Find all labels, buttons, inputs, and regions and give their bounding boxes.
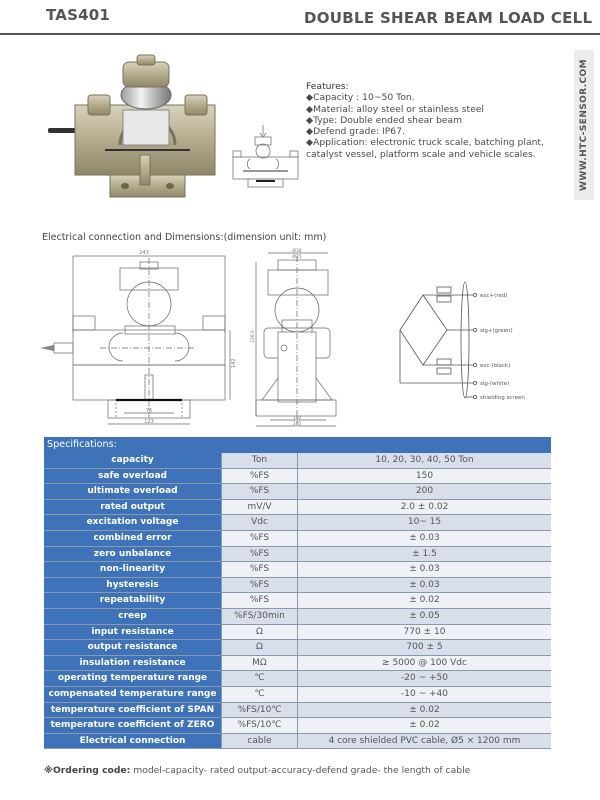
product-photo bbox=[40, 50, 225, 210]
spec-unit: Ton bbox=[222, 453, 298, 468]
feature-item: ◆Defend grade: IP67. bbox=[306, 126, 405, 138]
wire-shield: shielding screen bbox=[480, 395, 525, 401]
table-row bbox=[44, 734, 551, 750]
side-brand-banner bbox=[574, 50, 594, 200]
dim-base-inner: 76 bbox=[145, 408, 153, 414]
spec-unit: %FS bbox=[222, 562, 298, 577]
spec-parameter: temperature coefficient of ZERO bbox=[44, 718, 222, 733]
brand-url: WWW.HTC-SENSOR.COM bbox=[579, 59, 589, 191]
table-row bbox=[44, 609, 551, 625]
wheatstone-bridge bbox=[400, 295, 447, 365]
spec-value: 10~ 15 bbox=[298, 515, 551, 530]
spec-value: 770 ± 10 bbox=[298, 625, 551, 640]
front-dimension-drawing bbox=[40, 248, 240, 428]
spec-unit: MΩ bbox=[222, 656, 298, 671]
table-row bbox=[44, 500, 551, 516]
spec-value: -20 ~ +50 bbox=[298, 671, 551, 686]
table-row bbox=[44, 562, 551, 578]
table-row bbox=[44, 547, 551, 563]
spec-parameter: operating temperature range bbox=[44, 671, 222, 686]
diamond-bullet-icon: ◆ bbox=[306, 137, 314, 149]
spec-value: 4 core shielded PVC cable, Ø5 × 1200 mm bbox=[298, 734, 551, 749]
spec-parameter: non-linearity bbox=[44, 562, 222, 577]
spec-parameter: zero unbalance bbox=[44, 547, 222, 562]
spec-parameter: safe overload bbox=[44, 469, 222, 484]
header-divider bbox=[0, 33, 600, 35]
wire-sig-plus: sig+(green) bbox=[480, 328, 513, 334]
spec-value: 150 bbox=[298, 469, 551, 484]
spec-value: ≥ 5000 @ 100 Vdc bbox=[298, 656, 551, 671]
load-direction-sketch bbox=[228, 125, 303, 190]
wire-sig-minus: sig-(white) bbox=[480, 381, 510, 387]
ordering-code-note bbox=[44, 765, 470, 776]
specifications-heading: Specifications: bbox=[44, 437, 551, 453]
dim-overall-height: 226.5 bbox=[251, 330, 256, 343]
feature-item: ◆Capacity : 10~50 Ton. bbox=[306, 92, 415, 104]
table-row bbox=[44, 640, 551, 656]
model-number: TAS401 bbox=[46, 6, 110, 24]
table-row bbox=[44, 625, 551, 641]
spec-unit: %FS bbox=[222, 578, 298, 593]
feature-continuation: catalyst vessel, platform scale and vehicle scales. bbox=[306, 148, 536, 160]
table-row bbox=[44, 515, 551, 531]
features-heading: Features: bbox=[306, 81, 349, 92]
table-row bbox=[44, 531, 551, 547]
table-row bbox=[44, 718, 551, 734]
table-row bbox=[44, 703, 551, 719]
dim-side-base-inner: 140 bbox=[292, 416, 302, 421]
diamond-bullet-icon: ◆ bbox=[306, 92, 314, 104]
side-dimension-drawing bbox=[240, 248, 350, 428]
spec-unit: %FS/10℃ bbox=[222, 703, 298, 718]
diamond-bullet-icon: ◆ bbox=[306, 114, 314, 126]
spec-unit: %FS bbox=[222, 593, 298, 608]
spec-parameter: rated output bbox=[44, 500, 222, 515]
feature-item: ◆Type: Double ended shear beam bbox=[306, 114, 463, 126]
reference-mark-icon: ※ bbox=[44, 765, 53, 776]
dim-dia-outer: Ø38 bbox=[292, 249, 302, 254]
spec-value: ± 1.5 bbox=[298, 547, 551, 562]
spec-value: ± 0.03 bbox=[298, 578, 551, 593]
spec-value: 700 ± 5 bbox=[298, 640, 551, 655]
spec-value: ± 0.03 bbox=[298, 531, 551, 546]
spec-unit: mV/V bbox=[222, 500, 298, 515]
dim-side-base-outer: 160 bbox=[292, 422, 302, 427]
spec-unit: Ω bbox=[222, 625, 298, 640]
table-row bbox=[44, 656, 551, 672]
spec-unit: %FS/10℃ bbox=[222, 718, 298, 733]
ordering-label: Ordering code: bbox=[52, 765, 131, 776]
table-row bbox=[44, 453, 551, 469]
ordering-text: model-capacity- rated output-accuracy-defend grade- the length of cable bbox=[130, 765, 471, 776]
spec-parameter: output resistance bbox=[44, 640, 222, 655]
feature-item: ◆Application: electronic truck scale, batching plant, bbox=[306, 137, 544, 149]
specifications-table bbox=[44, 453, 551, 749]
spec-value: ± 0.02 bbox=[298, 718, 551, 733]
spec-value: ± 0.02 bbox=[298, 703, 551, 718]
table-row bbox=[44, 578, 551, 594]
spec-unit: %FS bbox=[222, 484, 298, 499]
page-title: DOUBLE SHEAR BEAM LOAD CELL bbox=[304, 9, 593, 27]
spec-unit: Vdc bbox=[222, 515, 298, 530]
spec-unit: ℃ bbox=[222, 671, 298, 686]
feature-item: ◆Material: alloy steel or stainless steel bbox=[306, 103, 484, 115]
spec-unit: Ω bbox=[222, 640, 298, 655]
spec-value: ± 0.03 bbox=[298, 562, 551, 577]
spec-value: 10, 20, 30, 40, 50 Ton bbox=[298, 453, 551, 468]
features-block bbox=[306, 81, 544, 160]
dim-base-outer: 123 bbox=[144, 419, 154, 425]
table-row bbox=[44, 671, 551, 687]
spec-parameter: input resistance bbox=[44, 625, 222, 640]
table-row bbox=[44, 484, 551, 500]
spec-value: 200 bbox=[298, 484, 551, 499]
diamond-bullet-icon: ◆ bbox=[306, 126, 314, 138]
spec-parameter: compensated temperature range bbox=[44, 687, 222, 702]
spec-value: -10 ~ +40 bbox=[298, 687, 551, 702]
spec-unit: ℃ bbox=[222, 687, 298, 702]
spec-unit: %FS bbox=[222, 469, 298, 484]
table-row bbox=[44, 593, 551, 609]
dim-dia-inner: Ø25 bbox=[292, 255, 302, 260]
table-row bbox=[44, 469, 551, 485]
electrical-heading: Electrical connection and Dimensions:(dimension unit: mm) bbox=[42, 232, 327, 243]
spec-value: ± 0.02 bbox=[298, 593, 551, 608]
spec-unit: cable bbox=[222, 734, 298, 749]
table-row bbox=[44, 687, 551, 703]
spec-unit: %FS/30min bbox=[222, 609, 298, 624]
spec-parameter: repeatability bbox=[44, 593, 222, 608]
dim-height: 142 bbox=[231, 358, 237, 368]
spec-parameter: creep bbox=[44, 609, 222, 624]
spec-parameter: Electrical connection bbox=[44, 734, 222, 749]
wire-exc-minus: exc-(black) bbox=[480, 363, 511, 369]
diamond-bullet-icon: ◆ bbox=[306, 103, 314, 115]
wire-exc-plus: exc+(red) bbox=[480, 293, 508, 299]
spec-parameter: excitation voltage bbox=[44, 515, 222, 530]
spec-value: ± 0.05 bbox=[298, 609, 551, 624]
spec-unit: %FS bbox=[222, 547, 298, 562]
cable bbox=[48, 128, 78, 133]
spec-value: 2.0 ± 0.02 bbox=[298, 500, 551, 515]
spec-unit: %FS bbox=[222, 531, 298, 546]
spec-parameter: capacity bbox=[44, 453, 222, 468]
spec-parameter: hysteresis bbox=[44, 578, 222, 593]
dim-top-width: 243 bbox=[139, 250, 149, 256]
wiring-diagram bbox=[385, 275, 535, 410]
spec-parameter: temperature coefficient of SPAN bbox=[44, 703, 222, 718]
spec-parameter: ultimate overload bbox=[44, 484, 222, 499]
spec-parameter: combined error bbox=[44, 531, 222, 546]
spec-parameter: insulation resistance bbox=[44, 656, 222, 671]
